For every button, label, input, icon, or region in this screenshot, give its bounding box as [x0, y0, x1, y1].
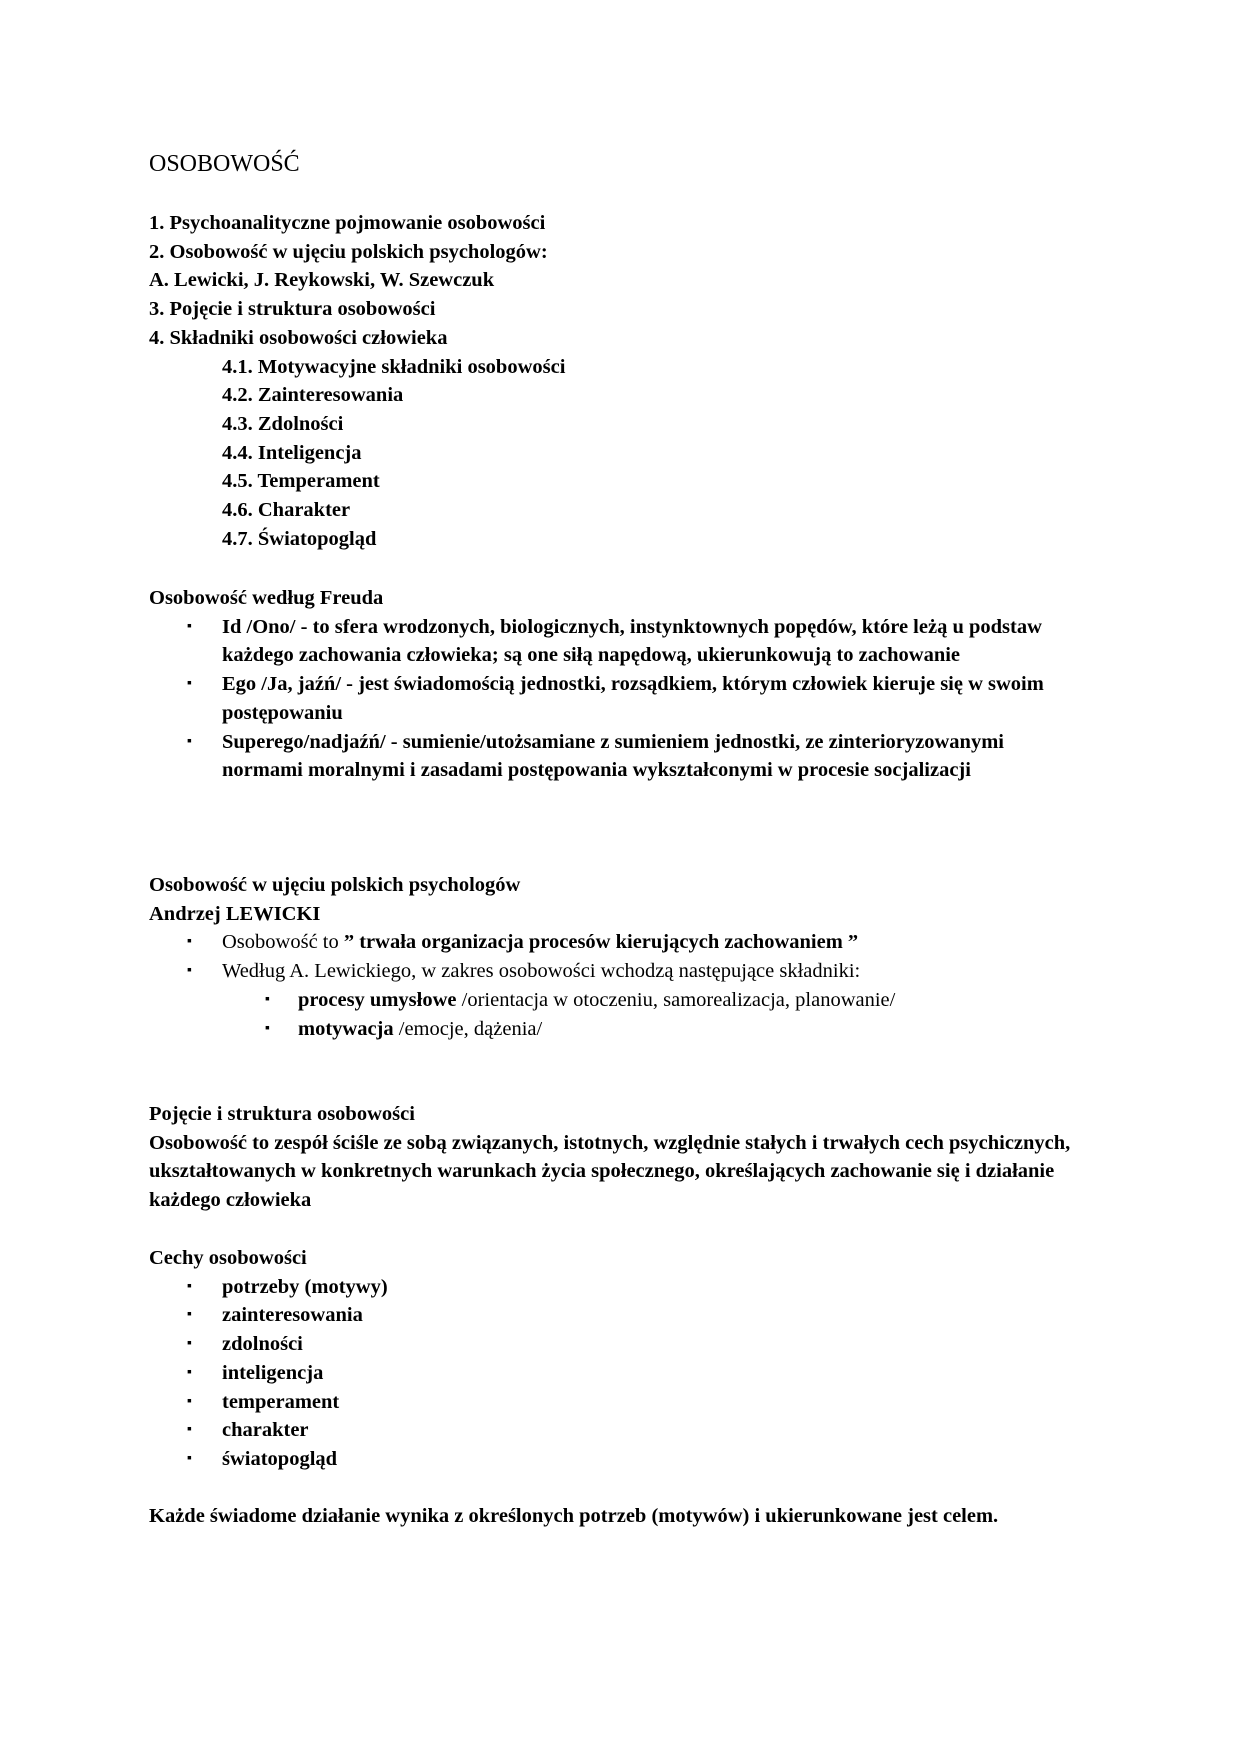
- toc-subitem: 4.1. Motywacyjne składniki osobowości: [222, 355, 566, 378]
- list-item: [149, 1330, 1079, 1359]
- traits-section: [149, 1244, 1079, 1474]
- bullet-icon: ▪: [187, 733, 192, 749]
- list-item: [149, 728, 1079, 785]
- toc-item: 3. Pojęcie i struktura osobowości: [149, 298, 436, 321]
- paragraph: Osobowość to zespół ściśle ze sobą związanych, istotnych, względnie stałych i trwałych cech psychicznych, ukształtowanych w konkretnych warunkach życia społecznego, określających zachowanie się i działanie każdego człowieka: [149, 1131, 1071, 1212]
- item-text: zdolności: [222, 1333, 303, 1356]
- conclusion-paragraph: Każde świadome działanie wynika z określonych potrzeb (motywów) i ukierunkowane jest celem.: [149, 1505, 999, 1527]
- item-text: inteligencja: [222, 1361, 324, 1384]
- bullet-icon: ▪: [187, 963, 192, 979]
- section-heading: Osobowość według Freuda: [149, 587, 384, 609]
- list-item: [149, 1273, 1079, 1302]
- bullet-icon: ▪: [187, 676, 192, 692]
- bullet-icon: ▪: [187, 1364, 192, 1380]
- sub-list-item: [149, 986, 1079, 1015]
- definition-prefix: Osobowość to: [222, 931, 344, 954]
- bullet-icon: ▪: [187, 1307, 192, 1323]
- component-name: procesy umysłowe: [298, 988, 457, 1011]
- structure-section: [149, 1100, 1079, 1215]
- component-text: /emocje, dążenia/: [393, 1017, 543, 1040]
- list-item: [149, 1388, 1079, 1417]
- toc-item: 4. Składniki osobowości człowieka: [149, 326, 448, 349]
- item-text: światopogląd: [222, 1447, 338, 1470]
- toc-subitem: 4.6. Charakter: [222, 499, 351, 522]
- toc-item: A. Lewicki, J. Reykowski, W. Szewczuk: [149, 269, 495, 292]
- toc-subitem: 4.3. Zdolności: [222, 412, 344, 435]
- toc-subitem: 4.4. Inteligencja: [222, 441, 362, 464]
- toc-item: 1. Psychoanalityczne pojmowanie osobowości: [149, 212, 546, 234]
- list-item: [149, 1301, 1079, 1330]
- sub-list-item: [149, 1015, 1079, 1044]
- bullet-icon: ▪: [187, 1422, 192, 1438]
- bullet-icon: ▪: [187, 1450, 192, 1466]
- list-item: [149, 1359, 1079, 1388]
- list-item: [149, 1416, 1079, 1445]
- freud-section: [149, 584, 1079, 785]
- toc-subitem: 4.7. Światopogląd: [222, 527, 377, 550]
- item-text: Superego/nadjaźń/ - sumienie/utożsamiane z sumieniem jednostki, ze zinterioryzowanymi normami moralnymi i zasadami postępowania wykształconymi w procesie socjalizacji: [222, 730, 1004, 782]
- bullet-icon: ▪: [187, 618, 192, 634]
- item-text: charakter: [222, 1419, 309, 1442]
- item-text: potrzeby (motywy): [222, 1275, 388, 1298]
- author-name: Andrzej LEWICKI: [149, 902, 321, 925]
- toc-subitem: 4.5. Temperament: [222, 470, 380, 493]
- list-item: [149, 1445, 1079, 1474]
- bullet-icon: ▪: [187, 1278, 192, 1294]
- bullet-icon: ▪: [265, 1020, 270, 1036]
- section-heading: Pojęcie i struktura osobowości: [149, 1103, 415, 1125]
- bullet-icon: ▪: [187, 1336, 192, 1352]
- item-text: zainteresowania: [222, 1304, 363, 1327]
- item-text: Id /Ono/ - to sfera wrodzonych, biologicznych, instynktownych popędów, które leżą u podstaw każdego zachowania człowieka; są one siłą napędową, ukierunkowują to zachowanie: [222, 615, 1042, 667]
- section-heading: Cechy osobowości: [149, 1247, 307, 1269]
- component-name: motywacja: [298, 1017, 394, 1040]
- definition-text: ” trwała organizacja procesów kierujących zachowaniem ”: [343, 931, 859, 954]
- list-item: [149, 613, 1079, 670]
- polish-psychologists-section: [149, 871, 1079, 1043]
- item-text: Ego /Ja, jaźń/ - jest świadomością jednostki, rozsądkiem, którym człowiek kieruje się w swoim postępowaniu: [222, 673, 1044, 724]
- item-text: temperament: [222, 1390, 340, 1413]
- bullet-icon: ▪: [265, 991, 270, 1007]
- list-item: [149, 670, 1079, 727]
- toc-item: 2. Osobowość w ujęciu polskich psychologów:: [149, 240, 548, 263]
- table-of-contents: [149, 209, 1079, 553]
- list-item: [149, 928, 1079, 957]
- bullet-icon: ▪: [187, 1393, 192, 1409]
- document-title: OSOBOWOŚĆ: [149, 151, 300, 177]
- component-text: /orientacja w otoczeniu, samorealizacja, planowanie/: [456, 988, 896, 1011]
- item-text: Według A. Lewickiego, w zakres osobowości wchodzą następujące składniki:: [222, 960, 861, 983]
- bullet-icon: ▪: [187, 934, 192, 950]
- section-heading: Osobowość w ujęciu polskich psychologów: [149, 874, 521, 896]
- toc-subitem: 4.2. Zainteresowania: [222, 384, 404, 407]
- list-item: [149, 957, 1079, 986]
